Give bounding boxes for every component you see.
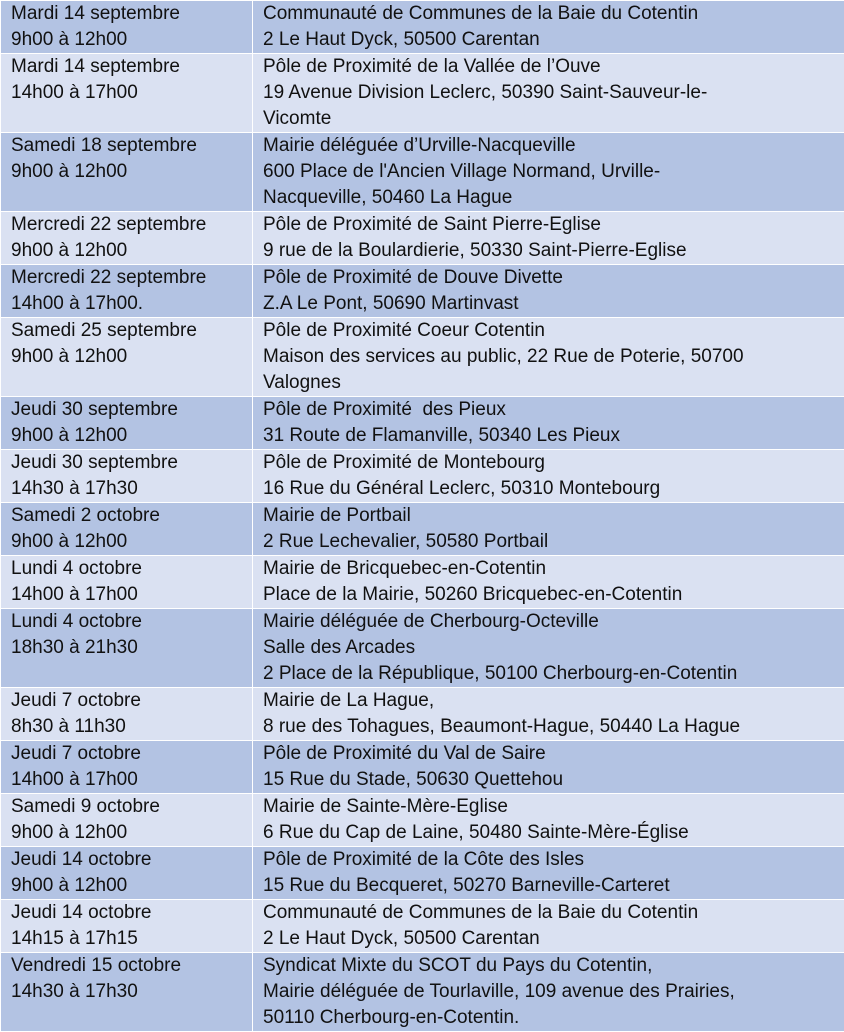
session-time: 9h00 à 12h00	[11, 820, 252, 846]
session-date: Jeudi 30 septembre	[11, 450, 252, 476]
date-time-cell	[1, 847, 253, 900]
table-row	[1, 847, 844, 900]
session-date: Jeudi 7 octobre	[11, 688, 252, 714]
session-time: 9h00 à 12h00	[11, 344, 252, 370]
table-row	[1, 503, 844, 556]
table-row	[1, 556, 844, 609]
table-row	[1, 794, 844, 847]
session-time: 14h00 à 17h00	[11, 767, 252, 793]
table-row	[1, 450, 844, 503]
venue-cell	[253, 1, 844, 54]
venue-cell	[253, 556, 844, 609]
venue-cell	[253, 397, 844, 450]
table-row	[1, 609, 844, 688]
session-time: 9h00 à 12h00	[11, 423, 252, 449]
session-time: 18h30 à 21h30	[11, 635, 252, 661]
session-time: 14h30 à 17h30	[11, 476, 252, 502]
venue-address-line: Mairie déléguée de Tourlaville, 109 avenue des Prairies,	[263, 979, 844, 1005]
venue-address-line: 15 Rue du Becqueret, 50270 Barneville-Carteret	[263, 873, 844, 899]
session-date: Jeudi 7 octobre	[11, 741, 252, 767]
venue-name: Pôle de Proximité de Saint Pierre-Eglise	[263, 212, 844, 238]
venue-address-line: Nacqueville, 50460 La Hague	[263, 185, 844, 211]
venue-address-line: 31 Route de Flamanville, 50340 Les Pieux	[263, 423, 844, 449]
date-time-cell	[1, 397, 253, 450]
session-date: Lundi 4 octobre	[11, 556, 252, 582]
venue-cell	[253, 847, 844, 900]
venue-cell	[253, 212, 844, 265]
venue-address-line: 2 Le Haut Dyck, 50500 Carentan	[263, 27, 844, 53]
venue-address-line: 2 Le Haut Dyck, 50500 Carentan	[263, 926, 844, 952]
venue-cell	[253, 900, 844, 953]
session-date: Samedi 9 octobre	[11, 794, 252, 820]
venue-cell	[253, 741, 844, 794]
schedule-body	[1, 1, 844, 1032]
date-time-cell	[1, 450, 253, 503]
table-row	[1, 953, 844, 1032]
venue-address-line: Maison des services au public, 22 Rue de Poterie, 50700	[263, 344, 844, 370]
venue-name: Communauté de Communes de la Baie du Cotentin	[263, 900, 844, 926]
session-date: Jeudi 30 septembre	[11, 397, 252, 423]
venue-address-line: 16 Rue du Général Leclerc, 50310 Montebourg	[263, 476, 844, 502]
table-row	[1, 54, 844, 133]
date-time-cell	[1, 609, 253, 688]
date-time-cell	[1, 794, 253, 847]
session-date: Samedi 2 octobre	[11, 503, 252, 529]
venue-address-line: Place de la Mairie, 50260 Bricquebec-en-Cotentin	[263, 582, 844, 608]
session-time: 14h15 à 17h15	[11, 926, 252, 952]
venue-cell	[253, 688, 844, 741]
session-date: Jeudi 14 octobre	[11, 847, 252, 873]
session-date: Mardi 14 septembre	[11, 54, 252, 80]
venue-name: Pôle de Proximité de Montebourg	[263, 450, 844, 476]
venue-cell	[253, 503, 844, 556]
session-date: Samedi 25 septembre	[11, 318, 252, 344]
session-time: 8h30 à 11h30	[11, 714, 252, 740]
venue-address-line: 2 Place de la République, 50100 Cherbourg-en-Cotentin	[263, 661, 844, 687]
session-time: 9h00 à 12h00	[11, 27, 252, 53]
venue-address-line: 6 Rue du Cap de Laine, 50480 Sainte-Mère-Église	[263, 820, 844, 846]
session-time: 9h00 à 12h00	[11, 529, 252, 555]
venue-name: Mairie déléguée d’Urville-Nacqueville	[263, 133, 844, 159]
venue-cell	[253, 318, 844, 397]
venue-name: Syndicat Mixte du SCOT du Pays du Cotentin,	[263, 953, 844, 979]
venue-name: Mairie de Bricquebec-en-Cotentin	[263, 556, 844, 582]
venue-address-line: 8 rue des Tohagues, Beaumont-Hague, 50440 La Hague	[263, 714, 844, 740]
venue-name: Pôle de Proximité des Pieux	[263, 397, 844, 423]
venue-name: Pôle de Proximité de la Côte des Isles	[263, 847, 844, 873]
venue-cell	[253, 54, 844, 133]
venue-address-line: 19 Avenue Division Leclerc, 50390 Saint-Sauveur-le-	[263, 80, 844, 106]
session-time: 9h00 à 12h00	[11, 159, 252, 185]
session-time: 14h00 à 17h00	[11, 582, 252, 608]
venue-address-line: Valognes	[263, 370, 844, 396]
table-row	[1, 900, 844, 953]
date-time-cell	[1, 900, 253, 953]
venue-cell	[253, 609, 844, 688]
venue-address-line: Salle des Arcades	[263, 635, 844, 661]
venue-address-line: 2 Rue Lechevalier, 50580 Portbail	[263, 529, 844, 555]
session-date: Vendredi 15 octobre	[11, 953, 252, 979]
venue-cell	[253, 450, 844, 503]
venue-address-line: 600 Place de l'Ancien Village Normand, Urville-	[263, 159, 844, 185]
date-time-cell	[1, 556, 253, 609]
venue-cell	[253, 265, 844, 318]
session-time: 9h00 à 12h00	[11, 238, 252, 264]
table-row	[1, 265, 844, 318]
venue-address-line: 9 rue de la Boulardierie, 50330 Saint-Pierre-Eglise	[263, 238, 844, 264]
venue-name: Pôle de Proximité de la Vallée de l’Ouve	[263, 54, 844, 80]
date-time-cell	[1, 133, 253, 212]
table-row	[1, 397, 844, 450]
date-time-cell	[1, 318, 253, 397]
session-date: Lundi 4 octobre	[11, 609, 252, 635]
date-time-cell	[1, 953, 253, 1032]
date-time-cell	[1, 1, 253, 54]
table-row	[1, 1, 844, 54]
venue-address-line: Vicomte	[263, 106, 844, 132]
date-time-cell	[1, 688, 253, 741]
venue-address-line: 15 Rue du Stade, 50630 Quettehou	[263, 767, 844, 793]
venue-name: Pôle de Proximité de Douve Divette	[263, 265, 844, 291]
venue-name: Mairie de Portbail	[263, 503, 844, 529]
table-row	[1, 741, 844, 794]
venue-name: Communauté de Communes de la Baie du Cotentin	[263, 1, 844, 27]
venue-name: Pôle de Proximité Coeur Cotentin	[263, 318, 844, 344]
venue-cell	[253, 953, 844, 1032]
session-time: 9h00 à 12h00	[11, 873, 252, 899]
session-date: Mardi 14 septembre	[11, 1, 252, 27]
venue-name: Mairie de La Hague,	[263, 688, 844, 714]
date-time-cell	[1, 265, 253, 318]
venue-cell	[253, 133, 844, 212]
session-date: Mercredi 22 septembre	[11, 212, 252, 238]
session-date: Jeudi 14 octobre	[11, 900, 252, 926]
session-time: 14h30 à 17h30	[11, 979, 252, 1005]
venue-name: Mairie déléguée de Cherbourg-Octeville	[263, 609, 844, 635]
venue-cell	[253, 794, 844, 847]
table-row	[1, 212, 844, 265]
date-time-cell	[1, 54, 253, 133]
session-date: Samedi 18 septembre	[11, 133, 252, 159]
session-time: 14h00 à 17h00	[11, 80, 252, 106]
venue-name: Mairie de Sainte-Mère-Eglise	[263, 794, 844, 820]
table-row	[1, 688, 844, 741]
venue-name: Pôle de Proximité du Val de Saire	[263, 741, 844, 767]
session-date: Mercredi 22 septembre	[11, 265, 252, 291]
session-time: 14h00 à 17h00.	[11, 291, 252, 317]
date-time-cell	[1, 212, 253, 265]
venue-address-line: 50110 Cherbourg-en-Cotentin.	[263, 1005, 844, 1031]
date-time-cell	[1, 503, 253, 556]
table-row	[1, 318, 844, 397]
date-time-cell	[1, 741, 253, 794]
venue-address-line: Z.A Le Pont, 50690 Martinvast	[263, 291, 844, 317]
table-row	[1, 133, 844, 212]
